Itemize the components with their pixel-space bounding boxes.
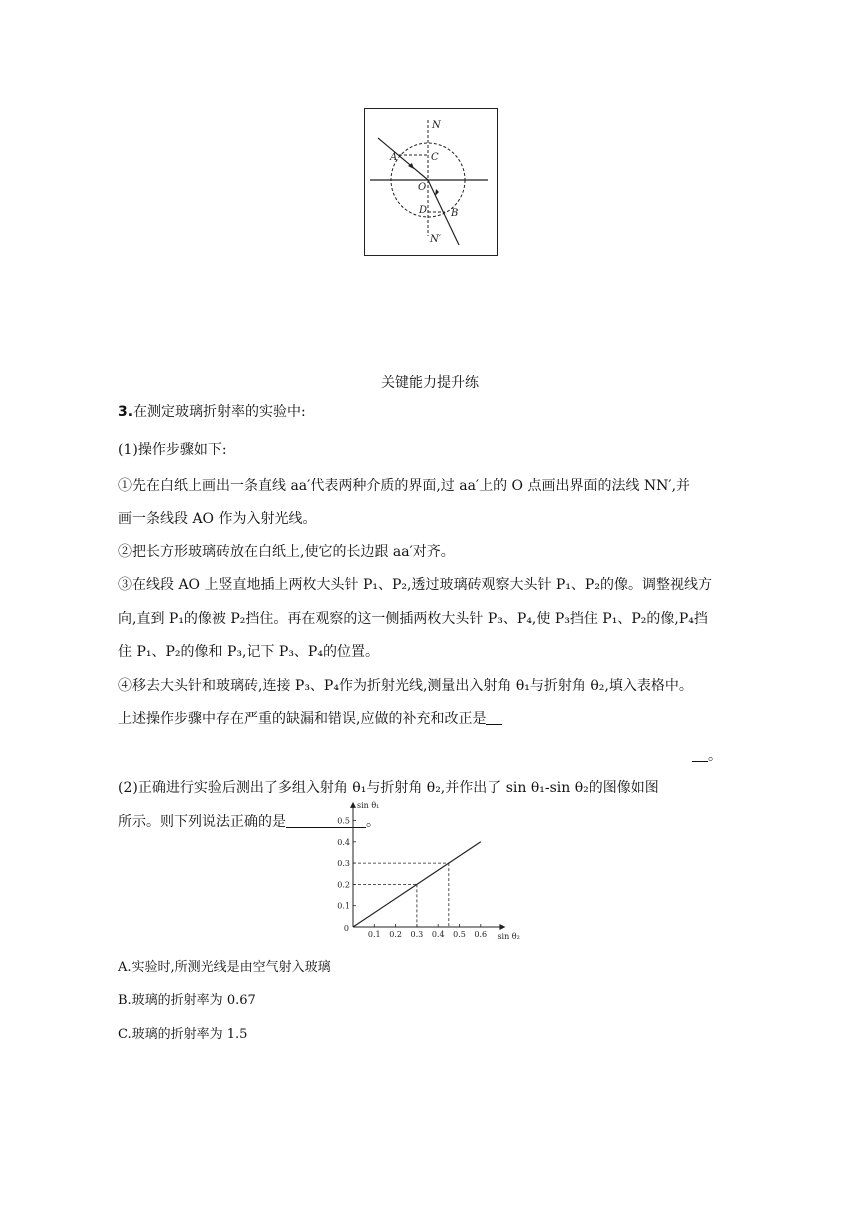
step3-line3: 住 P₁、P₂的像和 P₃,记下 P₃、P₄的位置。 xyxy=(118,644,379,660)
label-d: D xyxy=(419,205,428,216)
part1-title: (1)操作步骤如下: xyxy=(118,442,227,458)
step3-line2: 向,直到 P₁的像被 P₂挡住。再在观察的这一侧插两枚大头针 P₃、P₄,使 P₃挡住 P₁、P₂的像,P₄挡 xyxy=(118,611,708,627)
part2-text: 所示。则下列说法正确的是 xyxy=(118,814,286,830)
x-tick-label: 0.6 xyxy=(474,930,488,939)
label-b: B xyxy=(451,208,459,219)
ask1-text: 上述操作步骤中存在严重的缺漏和错误,应做的补充和改正是 xyxy=(118,711,487,727)
x-tick-label: 0.3 xyxy=(410,930,424,939)
data-line xyxy=(353,842,481,927)
sin-graph-chart xyxy=(325,800,530,945)
part2-line1: (2)正确进行实验后测出了多组入射角 θ₁与折射角 θ₂,并作出了 sin θ₁-sin θ₂的图像如图 xyxy=(118,780,659,796)
refracted-arrow-icon xyxy=(435,189,439,196)
step1-line2: 画一条线段 AO 作为入射光线。 xyxy=(118,511,317,527)
option-a: A.实验时,所测光线是由空气射入玻璃 xyxy=(118,960,331,975)
refraction-circle-diagram xyxy=(364,108,498,256)
question-number: 3. xyxy=(118,404,134,420)
step3-line1: ③在线段 AO 上竖直地插上两枚大头针 P₁、P₂,透过玻璃砖观察大头针 P₁、P₂的像。调整视线方 xyxy=(118,577,712,593)
option-b: B.玻璃的折射率为 0.67 xyxy=(118,993,256,1008)
y-tick-label: 0.5 xyxy=(337,816,350,826)
x-axis-arrow-icon xyxy=(499,924,505,930)
answer-blank-1b[interactable] xyxy=(692,747,708,762)
step4: ④移去大头针和玻璃砖,连接 P₃、P₄作为折射光线,测量出入射角 θ₁与折射角 θ₂,填入表格中。 xyxy=(118,678,693,694)
y-axis-label: sin θ₁ xyxy=(357,800,380,810)
answer-blank-1a[interactable] xyxy=(486,710,502,725)
x-axis-label: sin θ₂ xyxy=(497,932,520,941)
y-tick-label: 0.3 xyxy=(337,859,350,869)
ask1-continuation xyxy=(692,746,722,766)
y-tick-label: 0.4 xyxy=(337,837,350,847)
question-stem-text: 在测定玻璃折射率的实验中: xyxy=(133,404,306,420)
y-axis-arrow-icon xyxy=(350,802,356,808)
x-tick-label: 0.5 xyxy=(453,930,466,939)
question-stem xyxy=(118,402,306,422)
ask1-end: 。 xyxy=(708,748,722,764)
x-tick-label: 0.1 xyxy=(367,930,381,939)
label-a: A xyxy=(390,152,398,163)
y-tick-label: 0.1 xyxy=(337,901,350,911)
label-c: C xyxy=(431,152,439,163)
x-tick-label: 0.4 xyxy=(431,930,445,939)
x-tick-label: 0.2 xyxy=(389,930,402,939)
step1-line1: ①先在白纸上画出一条直线 aa′代表两种介质的界面,过 aa′上的 O 点画出界面的法线 NN′,并 xyxy=(118,478,691,494)
ask1-line xyxy=(118,709,502,729)
section-title: 关键能力提升练 xyxy=(381,375,479,391)
step2: ②把长方形玻璃砖放在白纸上,使它的长边跟 aa′对齐。 xyxy=(118,544,455,560)
option-c: C.玻璃的折射率为 1.5 xyxy=(118,1027,248,1042)
y-tick-label: 0.2 xyxy=(337,880,350,890)
label-n-prime: N′ xyxy=(430,234,442,245)
label-o: O xyxy=(418,182,427,193)
part2-end: 。 xyxy=(366,814,380,830)
incident-ray xyxy=(378,138,428,180)
origin-label: 0 xyxy=(343,924,349,933)
label-n: N xyxy=(432,120,441,131)
